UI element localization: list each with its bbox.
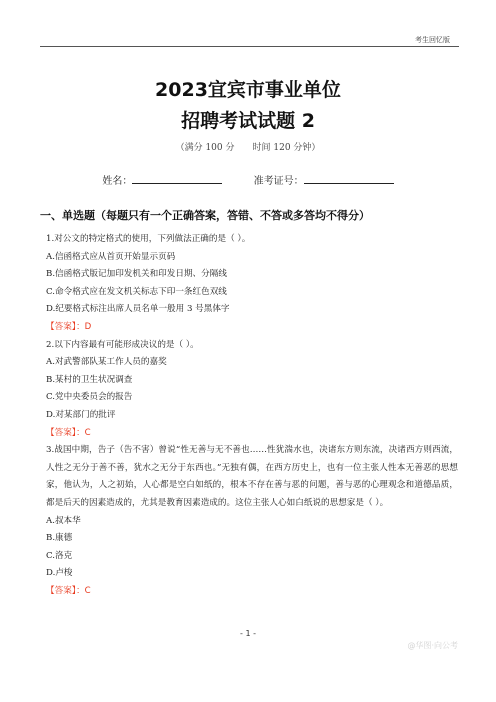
title-line-1: 2023宜宾市事业单位 [155, 79, 341, 101]
option-d: D.对某部门的批评 [46, 409, 116, 420]
watermark: @华图·向公考 [407, 641, 458, 650]
question-3 [46, 442, 458, 600]
option-b: B.信函格式版记加印发机关和印发日期、分隔线 [46, 269, 227, 280]
question-stem: 3.战国中期，告子（告不害）曾说“性无善与无不善也……性犹湍水也，决诸东方则东流，决诸西方则西流，人性之无分于善不善，犹水之无分于东西也。”无独有偶，在西方历史上，也有一位主张人性本无善恶的思想家，他认为，人之初始，人心都是空白如纸的，根本不存在善与恶的问题，善与恶的心理观念和道德品质，都是后天的因素造成的，尤其是教育因素造成的。这位主张人心如白纸说的思想家是（ ）。 [46, 445, 458, 508]
answer-label: 【答案】：D [46, 321, 92, 332]
question-2 [46, 337, 458, 443]
section-heading: 一、单选题（每题只有一个正确答案，答错、不答或多答均不得分） [40, 209, 370, 222]
candidate-fields [0, 172, 496, 187]
score-info: （满分 100 分 [175, 143, 235, 153]
id-blank [304, 174, 394, 184]
option-d: D.纪要格式标注出席人员名单一般用 3 号黑体字 [46, 304, 230, 315]
question-stem: 2.以下内容最有可能形成决议的是（ ）。 [46, 339, 199, 350]
answer-label: 【答案】：C [46, 585, 91, 596]
id-field [254, 172, 394, 187]
answer-label: 【答案】：C [46, 427, 91, 438]
exam-info [0, 140, 496, 153]
option-d: D.卢梭 [46, 568, 73, 579]
option-a: A.信函格式应从首页开始显示页码 [46, 251, 176, 262]
header-divider [40, 46, 459, 47]
option-b: B.康德 [46, 533, 73, 544]
option-c: C.洛克 [46, 550, 73, 561]
option-a: A.叔本华 [46, 515, 81, 526]
name-field [102, 172, 222, 187]
option-b: B.某村的卫生状况调查 [46, 374, 133, 385]
page-number: - 1 - [240, 629, 256, 638]
time-info: 时间 120 分钟） [252, 143, 321, 153]
name-label: 姓名： [102, 176, 133, 187]
name-blank [132, 174, 222, 184]
question-stem: 1.对公文的特定格式的使用，下列做法正确的是（ ）。 [46, 234, 251, 244]
option-c: C.命令格式应在发文机关标志下印一条红色双线 [46, 286, 227, 297]
option-c: C.党中央委员会的报告 [46, 392, 133, 403]
title-line-2: 招聘考试试题 2 [181, 110, 315, 132]
id-label: 准考证号： [253, 176, 304, 187]
question-list [46, 231, 458, 600]
option-a: A.对武警部队某工作人员的嘉奖 [46, 357, 167, 368]
question-1 [46, 231, 458, 337]
header-tag: 考生回忆版 [415, 36, 450, 44]
